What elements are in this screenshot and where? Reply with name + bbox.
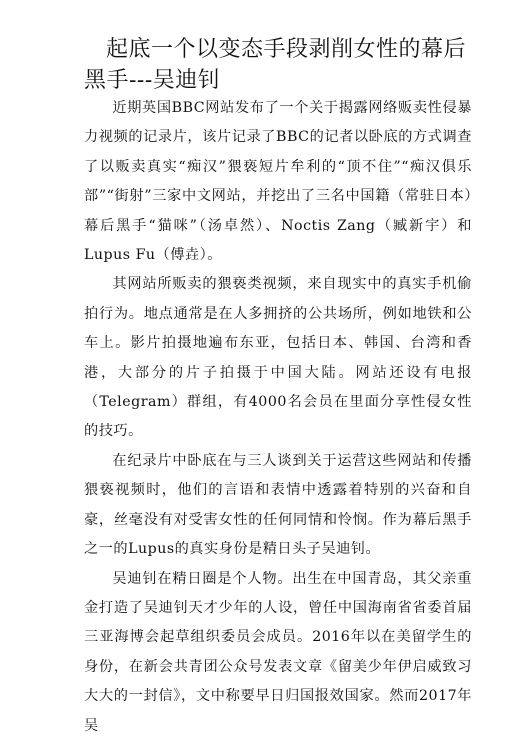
paragraph-4: 吴迪钊在精日圈是个人物。出生在中国青岛，其父亲重金打造了吴迪钊天才少年的人设，曾任中国海南省省委首届三亚海博会起草组织委员会成员。2016年以在美留学生的身份，在新会共青团公众号发表文章《留美少年伊启威致习大大的一封信》，文中称要早日归国报效国家。然而2017年吴 — [84, 570, 472, 734]
title-line-1: 起底一个以变态手段剥削女性的幕后 — [106, 37, 467, 62]
paragraph-3: 在纪录片中卧底在与三人谈到关于运营这些网站和传播猥亵视频时，他们的言语和表情中透露着特别的兴奋和自豪，丝毫没有对受害女性的任何同情和怜悯。作为幕后黑手之一的Lupus的真实身份是精日头子吴迪钊。 — [84, 452, 472, 558]
paragraph-2: 其网站所贩卖的猥亵类视频，来自现实中的真实手机偷拍行为。地点通常是在人多拥挤的公共场所，例如地铁和公车上。影片拍摄地遍布东亚，包括日本、韩国、台湾和香港，大部分的片子拍摄于中国大陆。网站还设有电报（Telegram）群组，有4000名会员在里面分享性侵女性的技巧。 — [84, 276, 472, 440]
document-body — [84, 94, 472, 741]
document-title — [84, 34, 484, 96]
paragraph-1: 近期英国BBC网站发布了一个关于揭露网络贩卖性侵暴力视频的记录片，该片记录了BBC的记者以卧底的方式调查了以贩卖真实“痴汉”猥亵短片牟利的“顶不住”“痴汉俱乐部”“街射”三家中文网站，并挖出了三名中国籍（常驻日本）幕后黑手“猫咪”（汤卓然）、Noctis Zang（臧新宇）和 Lupus Fu（傅垚）。 — [84, 100, 472, 264]
title-line-2: 黑手---吴迪钊 — [84, 68, 221, 93]
